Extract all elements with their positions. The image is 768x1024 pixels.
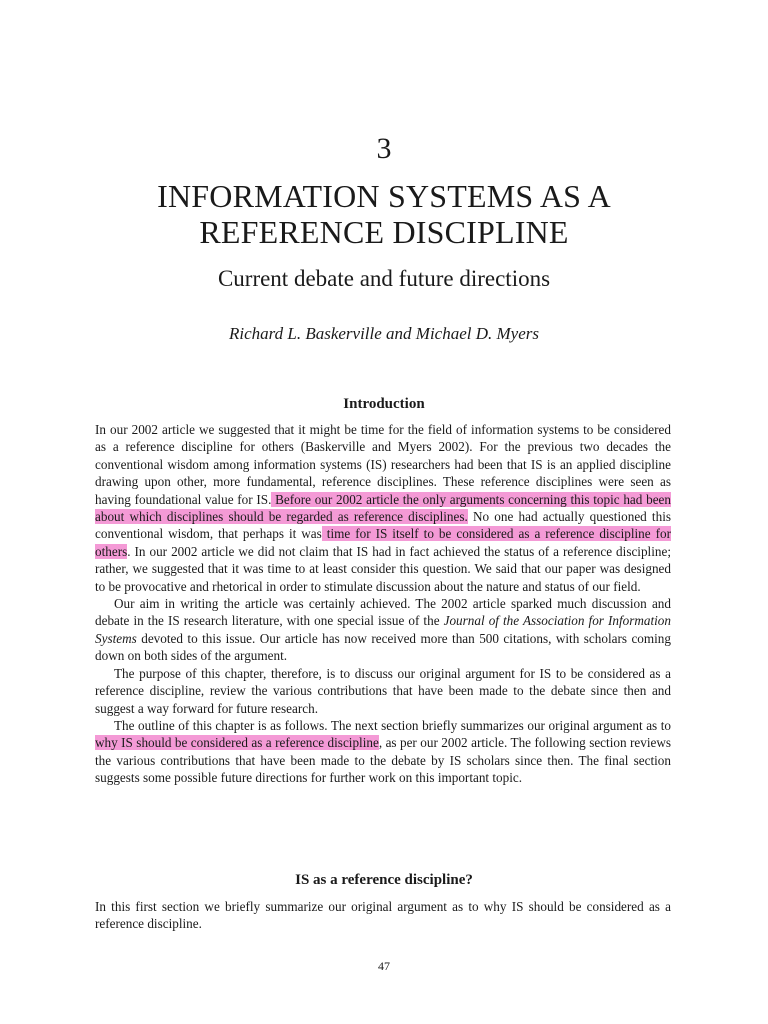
page-number: 47 xyxy=(378,959,390,973)
paragraph-text: devoted to this issue. Our article has now received more than 500 citations, with scholars coming down on both sides of the argument. xyxy=(95,630,671,664)
paragraph: The purpose of this chapter, therefore, is to discuss our original argument for IS to be considered as a reference discipline, review the various contributions that have been made to the debate since then and suggest a way forward for future research. xyxy=(95,665,671,716)
journal-title: Journal of the Association for Information Systems xyxy=(95,613,671,646)
paragraph xyxy=(95,595,671,665)
paragraph: In this first section we briefly summarize our original argument as to why IS should be considered as a reference discipline. xyxy=(95,899,671,932)
paragraph-text: . In our 2002 article we did not claim that IS had in fact achieved the status of a reference discipline; rather, we suggested that it was time to at least consider this question. We said that our paper was designed to be provocative and rhetorical in order to stimulate discussion about the nature and status of our field. xyxy=(95,543,671,594)
paragraph xyxy=(95,421,671,595)
paragraph-text: In our 2002 article we suggested that it might be time for the field of information systems to be considered as a reference discipline for others (Baskerville and Myers 2002). For the previous two decades the conventional wisdom among information systems (IS) researchers had been that IS is an applied discipline drawing upon other, more fundamental, reference disciplines. These reference disciplines were seen as having foundational value for IS. xyxy=(95,422,671,507)
section-heading-introduction: Introduction xyxy=(343,396,425,412)
chapter-title-line-2: REFERENCE DISCIPLINE xyxy=(199,214,569,250)
chapter-authors: Richard L. Baskerville and Michael D. Myers xyxy=(228,324,540,343)
highlighted-text[interactable]: time for IS itself to be considered as a reference discipline for others xyxy=(95,526,671,559)
chapter-title-line-1: INFORMATION SYSTEMS AS A xyxy=(157,178,611,214)
paragraph-text: , as per our 2002 article. The following section reviews the various contributions that have been made to the debate by IS scholars since then. The final section suggests some possible future directions for further work on this important topic. xyxy=(95,735,671,786)
introduction-body xyxy=(95,421,671,787)
chapter-number: 3 xyxy=(376,132,392,165)
chapter-title xyxy=(60,178,708,250)
paragraph xyxy=(95,717,671,787)
paragraph-text: The outline of this chapter is as follows. The next section briefly summarizes our original argument as to xyxy=(114,717,671,733)
chapter-subtitle: Current debate and future directions xyxy=(217,266,551,291)
reference-discipline-body xyxy=(95,898,671,933)
highlighted-text[interactable]: Before our 2002 article the only arguments concerning this topic had been about which disciplines should be regarded as reference disciplines. xyxy=(95,491,671,525)
highlighted-text[interactable]: why IS should be considered as a reference discipline xyxy=(95,735,379,751)
paragraph-text: Our aim in writing the article was certainly achieved. The 2002 article sparked much discussion and debate in the IS research literature, with one special issue of the xyxy=(95,596,671,629)
paragraph-text: No one had actually questioned this conventional wisdom, that perhaps it was xyxy=(95,509,671,542)
section-heading-reference-discipline: IS as a reference discipline? xyxy=(295,872,473,888)
